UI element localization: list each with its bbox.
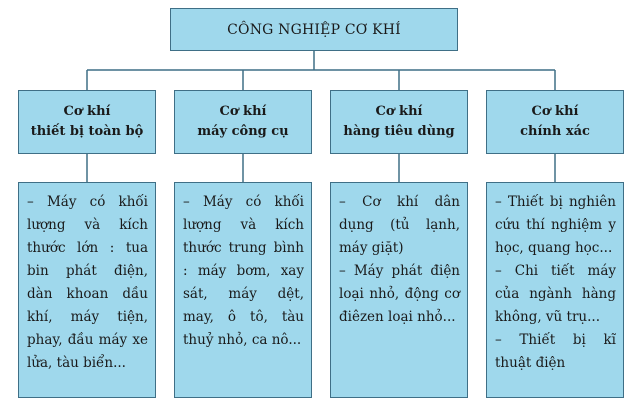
category-box-full-equipment — [18, 90, 156, 154]
detail-item: – Thiết bị kĩ thuật điện — [495, 332, 616, 371]
category-box-precision — [486, 90, 624, 154]
detail-item: – Thiết bị nghiên cứu thí nghiệm y học, quang học... — [495, 194, 616, 256]
category-box-consumer-goods — [330, 90, 468, 154]
category-label-line2: thiết bị toàn bộ — [30, 124, 144, 139]
detail-item: – Chi tiết máy của ngành hàng không, vũ trụ... — [495, 263, 616, 325]
category-box-machine-tools — [174, 90, 312, 154]
category-label-line2: hàng tiêu dùng — [343, 124, 455, 139]
detail-item: – Máy có khối lượng và kích thước trung bình : máy bơm, xay sát, máy dệt, may, ô tô, tàu thuỷ nhỏ, ca nô... — [183, 194, 304, 348]
detail-item: – Máy có khối lượng và kích thước lớn : tua bin phát điện, dàn khoan dầu khí, máy tiện, phay, đầu máy xe lửa, tàu biển... — [27, 194, 148, 371]
category-label-line1: Cơ khí — [531, 104, 579, 119]
detail-item: – Cơ khí dân dụng (tủ lạnh, máy giặt) — [339, 194, 460, 256]
detail-box-full-equipment — [18, 182, 156, 398]
detail-box-consumer-goods — [330, 182, 468, 398]
category-label-line2: chính xác — [520, 124, 590, 139]
category-label-line1: Cơ khí — [375, 104, 423, 119]
detail-item: – Máy phát điện loại nhỏ, động cơ điêzen loại nhỏ... — [339, 263, 460, 325]
diagram-title: CÔNG NGHIỆP CƠ KHÍ — [227, 21, 401, 38]
category-label-line1: Cơ khí — [63, 104, 111, 119]
detail-box-precision — [486, 182, 624, 398]
category-label-line2: máy công cụ — [197, 124, 289, 139]
category-label-line1: Cơ khí — [219, 104, 267, 119]
diagram-title-box — [170, 8, 458, 51]
detail-box-machine-tools — [174, 182, 312, 398]
